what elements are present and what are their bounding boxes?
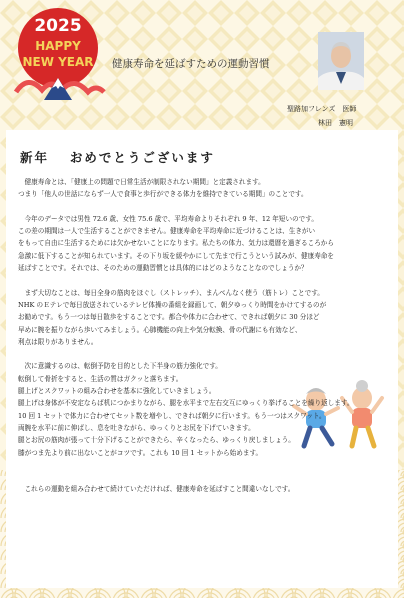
- author-affiliation: 聖路加フレンズ 医師: [287, 105, 357, 113]
- paragraph-line: この差の期間は一人で生活することができません。健康寿命を平均寿命に近づけることは、生きがい: [18, 227, 316, 236]
- paragraph-line: 健康寿命とは、「健康上の問題で日常生活が制限されない期間」と定義されます。: [18, 178, 265, 186]
- author-name: 林田 憲明: [318, 119, 353, 127]
- paragraph-line: 次に意識するのは、転倒予防を目的とした下半身の筋力強化です。: [18, 362, 222, 371]
- paragraph-line: 急激に低下することが知られています。その下り坂を緩やかにして先まで行こうという試みが、健康寿命を: [18, 251, 334, 260]
- paragraph-line: 早めに腕を振りながら歩いてみましょう。心肺機能の向上や気分転換、骨の代謝にも有効など、: [18, 325, 302, 334]
- paragraph-line: 利点は限りがありません。: [18, 337, 98, 346]
- paragraph-line: 両腕を水平に前に伸ばし、息を吐きながら、ゆっくりとお尻を下げていきます。: [18, 423, 255, 432]
- paragraph-line: 延ばすことです。それでは、そのための運動習慣とは具体的にはどのようなことなのでしょうか？: [18, 264, 308, 273]
- greeting-heading: 新年 おめでとうございます: [20, 150, 215, 165]
- paragraph-line: まず大切なことは、毎日全身の筋肉をほぐし（ストレッチ）、まんべんなく使う（筋トレ）ことです。: [18, 288, 324, 297]
- paragraph-line: つまり「他人の世話にならず一人で食事と歩行ができる体力を維持できている期間」のことです。: [18, 190, 308, 199]
- paragraph-line: をもって自由に生活するためには欠かせないことになります。私たちの体力、気力は還暦を過ぎるころから: [18, 239, 334, 248]
- badge-happy: HAPPY: [35, 39, 81, 53]
- badge-new-year: NEW YEAR: [22, 55, 94, 69]
- paragraph-line: 今年のデータでは男性 72.6 歳、女性 75.6 歳で、平均寿命よりそれぞれ 9 年、12 年短いのです。: [18, 214, 318, 223]
- paragraph-line: 転倒して骨折をすると、生活の質はガクッと落ちます。: [18, 374, 183, 383]
- article-body: [18, 176, 400, 496]
- article-title: 健康寿命を延ばすための運動習慣: [112, 58, 270, 70]
- paragraph-line: 腿上げとスクワットの組み合わせを基本に強化していきましょう。: [18, 387, 216, 396]
- paragraph-line: 腿上げは身体が不安定ならば机につかまりながら、腿を水平まで左右交互にゆっくり挙げることを繰り返します。: [18, 399, 354, 408]
- author-photo: [318, 32, 364, 90]
- paragraph-line: 膝がつま先より前に出ないことがコツです。これも 10 回 1 セットから始めます。: [18, 448, 263, 457]
- badge-year: 2025: [34, 16, 82, 36]
- paragraph-line: 10 回 1 セットで体力に合わせてセット数を増やし、できれば朝夕に行います。もう一つはスクワット。: [18, 411, 326, 420]
- paragraph-line: 腿とお尻の筋肉が張って十分下げることができたら、辛くなったら、ゆっくり戻しましょう。: [18, 436, 295, 445]
- paragraph-line: NHK のＥテレで毎日放送されているテレビ体操の番組を録画して、朝夕ゆっくり時間をかけてするのが: [18, 300, 327, 309]
- paragraph-line: これらの運動を組み合わせて続けていただければ、健康寿命を延ばすこと間違いなしです。: [18, 485, 295, 494]
- paragraph-line: お勧めです。もう一つは毎日散歩をすることです。都合や体力に合わせて、できれば朝夕に 30 分ほど: [18, 313, 320, 322]
